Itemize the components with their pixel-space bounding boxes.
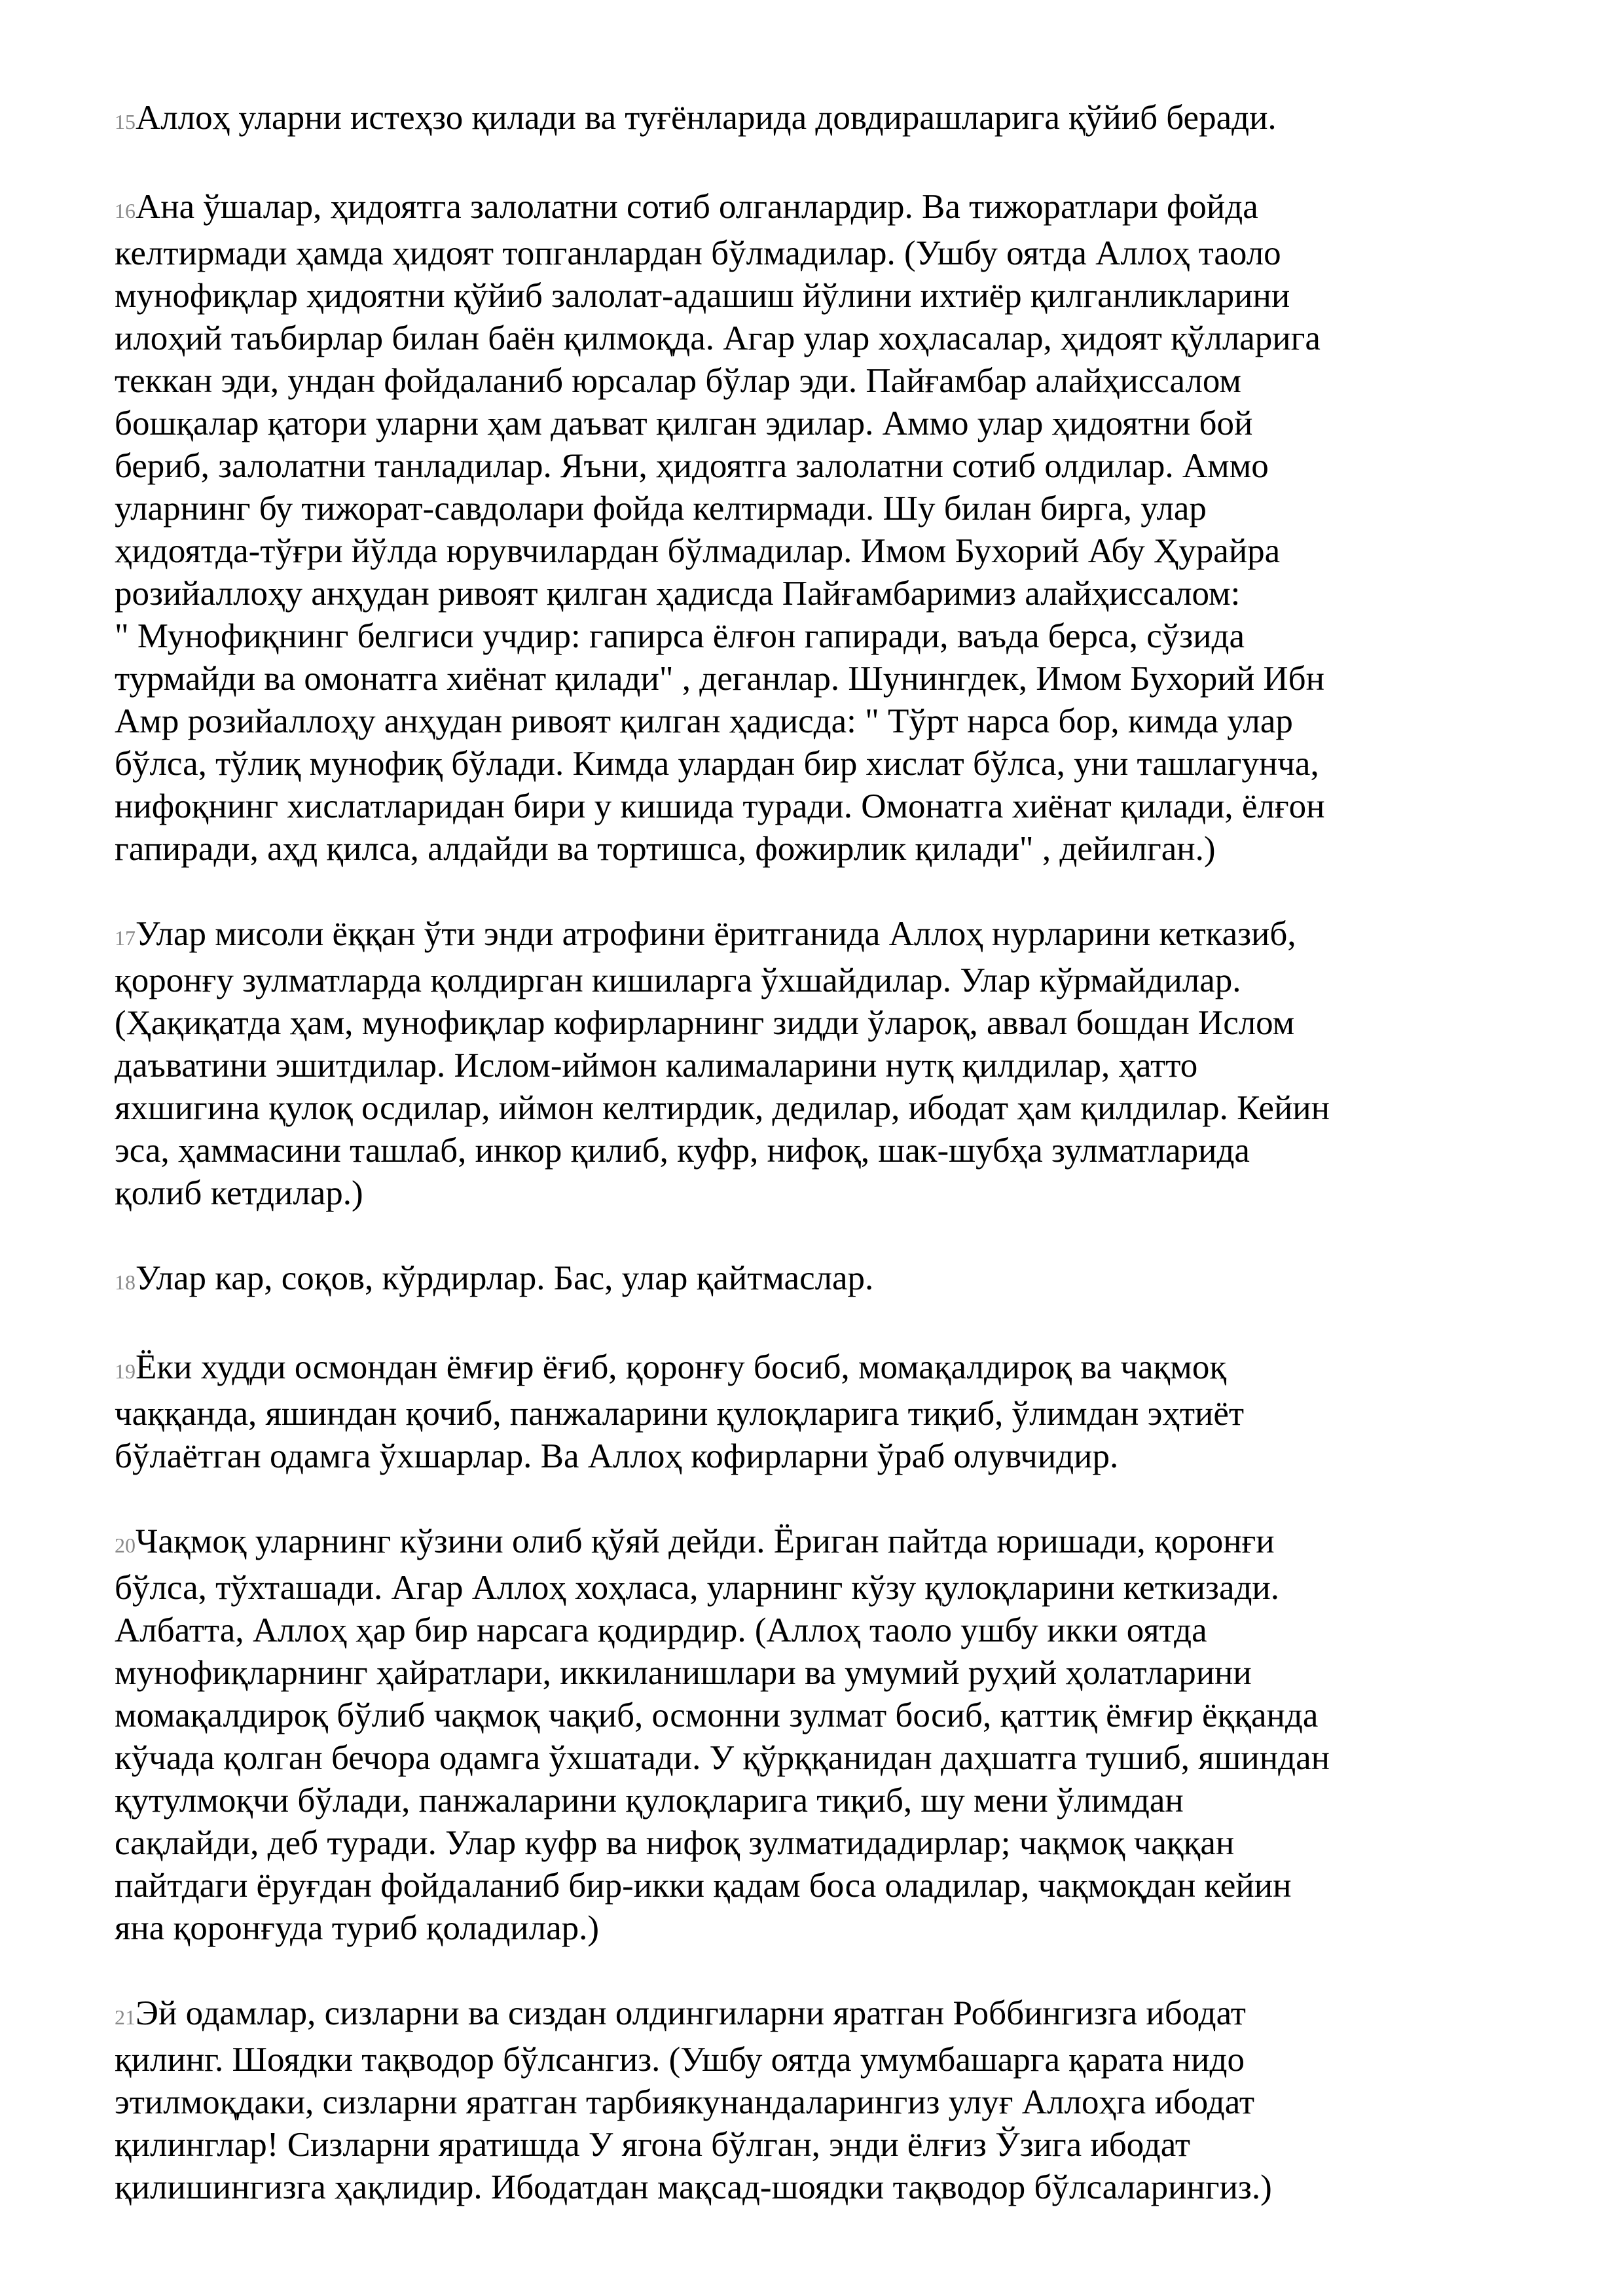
verse-number: 21 [115, 2005, 136, 2029]
verse-number: 18 [115, 1270, 136, 1294]
verse-number: 17 [115, 926, 136, 950]
verse-text: Аллоҳ уларни истеҳзо қилади ва туғёнларида довдирашларига қўйиб беради. [136, 99, 1277, 137]
verse-text: Улар кар, соқов, кўрдирлар. Бас, улар қайтмаслар. [136, 1259, 874, 1297]
verse-17 [115, 913, 1542, 1215]
verse-number: 16 [115, 199, 136, 223]
verse-text: Чақмоқ уларнинг кўзини олиб қўяй дейди. Ёриган пайтда юришади, қоронғи бўлса, тўхташади. Агар Аллоҳ хоҳласа, уларнинг кўзу қулоқларини кеткизади. Албатта, Аллоҳ ҳар бир нарсага қодирдир. (Аллоҳ таоло ушбу икки оятда мунофиқларнинг ҳайратлари, иккиланишлари ва умумий руҳий ҳолатларини момақалдироқ бўлиб чақмоқ чақиб, осмонни зулмат босиб, қаттиқ ёмғир ёққанда кўчада қолган бечора одамга ўхшатади. У қўрққанидан даҳшатга тушиб, яшиндан қутулмоқчи бўлади, панжаларини қулоқларига тиқиб, шу мени ўлимдан сақлайди, деб туради. Улар куфр ва нифоқ зулматидадирлар; чақмоқ чаққан пайтдаги ёруғдан фойдаланиб бир-икки қадам боса оладилар, чақмоқдан кейин яна қоронғуда туриб қоладилар.) [115, 1522, 1330, 1947]
verse-number: 19 [115, 1359, 136, 1383]
document-page [115, 97, 1542, 2251]
verse-19 [115, 1346, 1542, 1478]
verse-20 [115, 1520, 1542, 1950]
verse-text: Эй одамлар, сизларни ва сиздан олдингиларни яратган Роббингизга ибодат қилинг. Шоядки тақводор бўлсангиз. (Ушбу оятда умумбашарга қарата нидо этилмоқдаки, сизларни яратган тарбиякунандаларингиз улуғ Аллоҳга ибодат қилинглар! Сизларни яратишда У ягона бўлган, энди ёлғиз Ўзига ибодат қилишингизга ҳақлидир. Ибодатдан мақсад-шоядки тақводор бўлсаларингиз.) [115, 1994, 1272, 2206]
verse-number: 20 [115, 1534, 136, 1557]
verse-21 [115, 1992, 1542, 2209]
verse-number: 15 [115, 110, 136, 134]
verse-15 [115, 97, 1542, 143]
verse-text: Улар мисоли ёққан ўти энди атрофини ёритганида Аллоҳ нурларини кетказиб, қоронғу зулматларда қолдирган кишиларга ўхшайдилар. Улар кўрмайдилар. (Ҳақиқатда ҳам, мунофиқлар кофирларнинг зидди ўлароқ, аввал бошдан Ислом даъватини эшитдилар. Ислом-иймон калималарини нутқ қилдилар, ҳатто яхшигина қулоқ осдилар, иймон келтирдик, дедилар, ибодат ҳам қилдилар. Кейин эса, ҳаммасини ташлаб, инкор қилиб, куфр, нифоқ, шак-шубҳа зулматларида қолиб кетдилар.) [115, 915, 1330, 1212]
verse-text: Ёки худди осмондан ёмғир ёғиб, қоронғу босиб, момақалдироқ ва чақмоқ чаққанда, яшиндан қочиб, панжаларини қулоқларига тиқиб, ўлимдан эҳтиёт бўлаётган одамга ўхшарлар. Ва Аллоҳ кофирларни ўраб олувчидир. [115, 1348, 1245, 1475]
verse-text: Ана ўшалар, ҳидоятга залолатни сотиб олганлардир. Ва тижоратлари фойда келтирмади ҳамда ҳидоят топганлардан бўлмадилар. (Ушбу оятда Аллоҳ таоло мунофиқлар ҳидоятни қўйиб залолат-адашиш йўлини ихтиёр қилганликларини илоҳий таъбирлар билан баён қилмоқда. Агар улар хоҳласалар, ҳидоят қўлларига теккан эди, ундан фойдаланиб юрсалар бўлар эди. Пайғамбар алайҳиссалом бошқалар қатори уларни ҳам даъват қилган эдилар. Аммо улар ҳидоятни бой бериб, залолатни танладилар. Яъни, ҳидоятга залолатни сотиб олдилар. Аммо уларнинг бу тижорат-савдолари фойда келтирмади. Шу билан бирга, улар ҳидоятда-тўғри йўлда юрувчилардан бўлмадилар. Имом Бухорий Абу Ҳурайра розийаллоҳу анҳудан ривоят қилган ҳадисда Пайғамбаримиз алайҳиссалом: " Мунофиқнинг белгиси учдир: гапирса ёлғон гапиради, ваъда берса, сўзида турмайди ва омонатга хиёнат қилади" , деганлар. Шунингдек, Имом Бухорий Ибн Амр розийаллоҳу анҳудан ривоят қилган ҳадисда: " Тўрт нарса бор, кимда улар бўлса, тўлиқ мунофиқ бўлади. Кимда улардан бир хислат бўлса, уни ташлагунча, нифоқнинг хислатларидан бири у кишида туради. Омонатга хиёнат қилади, ёлғон гапиради, аҳд қилса, алдайди ва тортишса, фожирлик қилади" , дейилган.) [115, 188, 1325, 868]
verse-18 [115, 1257, 1542, 1304]
verse-16 [115, 186, 1542, 870]
